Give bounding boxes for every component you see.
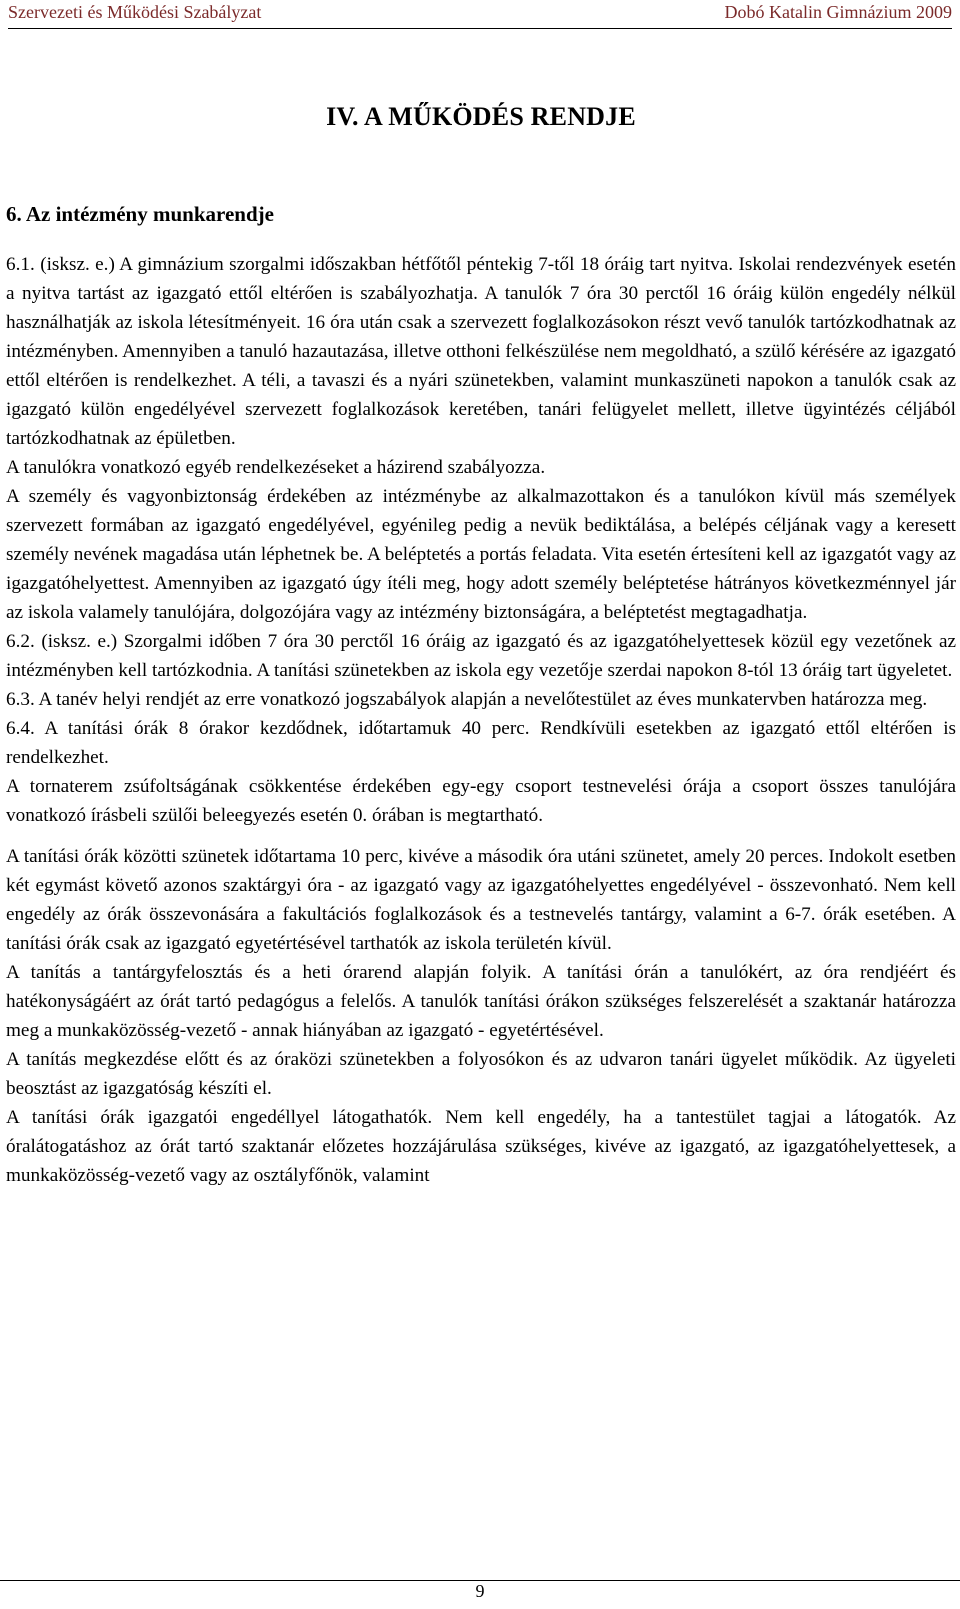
page-number: 9: [475, 1581, 485, 1601]
running-header: [8, 2, 952, 29]
page-footer: [0, 1580, 960, 1609]
paragraph-6-4: 6.4. A tanítási órák 8 órakor kezdődnek, időtartamuk 40 perc. Rendkívüli esetekben az igazgató ettől eltérően is rendelkezhet.: [6, 718, 956, 768]
paragraph-gym: A tornaterem zsúfoltságának csökkentése érdekében egy-egy csoport testnevelési órája a csoport összes tanulójára vonatkozó írásbeli szülői beleegyezés esetén 0. órában is megtartható.: [6, 776, 956, 826]
body-text: [6, 250, 956, 1190]
paragraph-visits: A tanítási órák igazgatói engedéllyel látogathatók. Nem kell engedély, ha a tantestület tagjai a látogatók. Az óralátogatáshoz az órát tartó szaktanár előzetes hozzájárulása szükséges, kivéve az igazgató, az igazgatóhelyettesek, a munkaközösség-vezető vagy az osztályfőnök, valamint: [6, 1107, 956, 1186]
section-title: 6. Az intézmény munkarendje: [6, 202, 274, 226]
header-institution: Dobó Katalin Gimnázium 2009: [724, 2, 952, 22]
paragraph-6-2: 6.2. (isksz. e.) Szorgalmi időben 7 óra 30 perctől 16 óráig az igazgató és az igazgatóhelyettesek közül egy vezetőnek az intézményben kell tartózkodnia. A tanítási szünetekben az iskola egy vezetője szerdai napokon 8-tól 13 óráig tart ügyeletet.: [6, 631, 956, 681]
header-document-title: Szervezeti és Működési Szabályzat: [8, 2, 262, 22]
paragraph-teaching: A tanítás a tantárgyfelosztás és a heti órarend alapján folyik. A tanítási órán a tanulókért, az óra rendjéért és hatékonyságáért az órát tartó pedagógus a felelős. A tanulók tanítási órákon szükséges felszerelését a szaktanár határozza meg a munkaközösség-vezető - annak hiányában az igazgató - egyetértésével.: [6, 962, 956, 1041]
paragraph-duty: A tanítás megkezdése előtt és az óraközi szünetekben a folyosókon és az udvaron tanári ügyelet működik. Az ügyeleti beosztást az igazgatóság készíti el.: [6, 1049, 956, 1099]
paragraph-security: A személy és vagyonbiztonság érdekében az intézménybe az alkalmazottakon és a tanulókon kívül más személyek szervezett formában az igazgató engedélyével, egyénileg pedig a nevük bediktálása, a belépés céljának vagy a keresett személy nevének magadása után léphetnek be. A beléptetés a portás feladata. Vita esetén értesíteni kell az igazgatót vagy az igazgatóhelyettest. Amennyiben az igazgató úgy ítéli meg, hogy adott személy beléptetése hátrányos következménnyel jár az iskola valamely tanulójára, dolgozójára vagy az intézmény biztonságára, a beléptetést megtagadhatja.: [6, 486, 956, 623]
chapter-title: IV. A MŰKÖDÉS RENDJE: [326, 102, 636, 131]
paragraph-6-1: 6.1. (isksz. e.) A gimnázium szorgalmi időszakban hétfőtől péntekig 7-től 18 óráig tart nyitva. Iskolai rendezvények esetén a nyitva tartást az igazgató ettől eltérően is szabályozhatja. A tanulók 7 óra 30 perctől 16 óráig külön engedély nélkül használhatják az iskola létesítményeit. 16 óra után csak a szervezett foglalkozásokon részt vevő tanulók tartózkodhatnak az intézményben. Amennyiben a tanuló hazautazása, illetve otthoni felkészülése nem megoldható, a szülő kérésére az igazgató ettől eltérően is rendelkezhet. A téli, a tavaszi és a nyári szünetekben, valamint munkaszüneti napokon a tanulók csak az igazgató külön engedélyével szervezett foglalkozások keretében, tanári felügyelet mellett, illetve ügyintézés céljából tartózkodhatnak az épületben.: [6, 254, 956, 449]
paragraph-breaks: A tanítási órák közötti szünetek időtartama 10 perc, kivéve a második óra utáni szünetet, amely 20 perces. Indokolt esetben két egymást követő azonos szaktárgyi óra - az igazgató vagy az igazgatóhelyettes engedélyével - összevonható. Nem kell engedély az órák összevonására a fakultációs foglalkozások és a testnevelés tantárgy, valamint a 6-7. órák esetében. A tanítási órák csak az igazgató egyetértésével tarthatók az iskola területén kívül.: [6, 846, 956, 954]
paragraph-6-3: 6.3. A tanév helyi rendjét az erre vonatkozó jogszabályok alapján a nevelőtestület az éves munkatervben határozza meg.: [6, 689, 928, 710]
paragraph-house-rules: A tanulókra vonatkozó egyéb rendelkezéseket a házirend szabályozza.: [6, 457, 546, 478]
